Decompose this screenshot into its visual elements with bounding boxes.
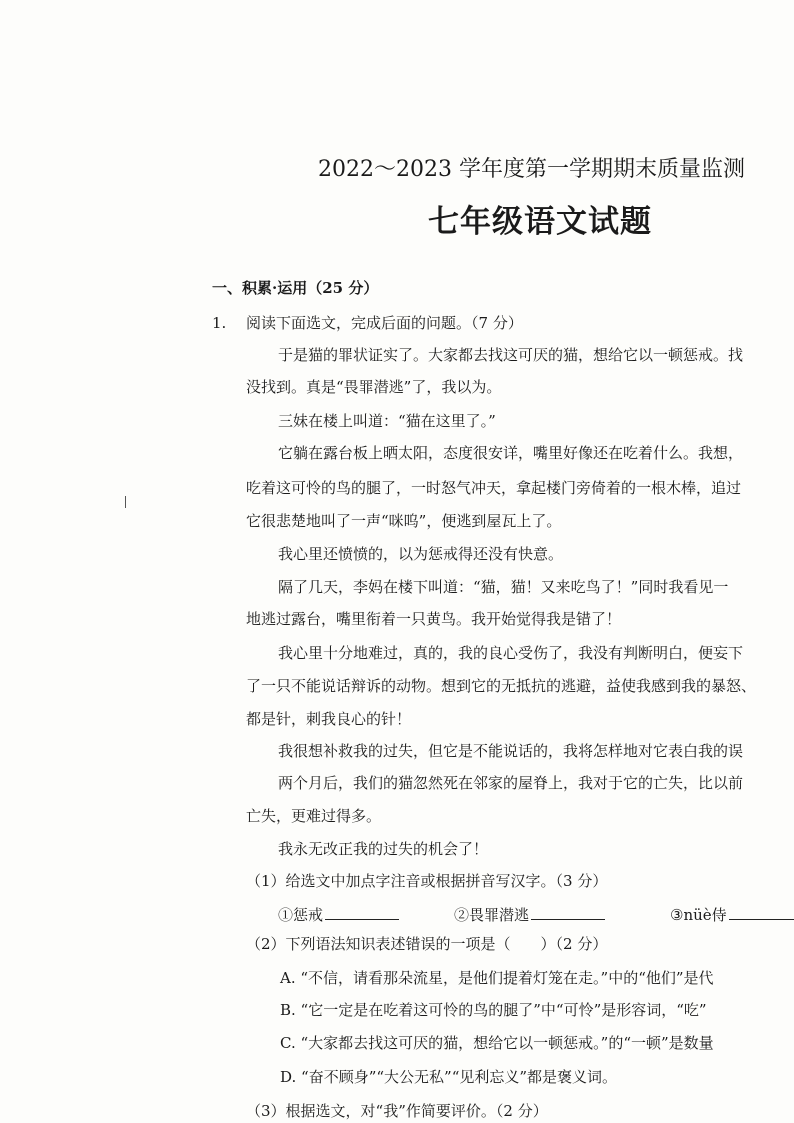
passage-line: 我心里还愤愤的，以为惩戒得还没有快意。 xyxy=(278,545,564,563)
passage-line: 亡失，更难过得多。 xyxy=(246,807,382,825)
option-b: B. “它一定是在吃着这可怜的鸟的腿了”中“可怜”是形容词，“吃” xyxy=(280,1001,707,1019)
passage-line: 都是针，刺我良心的针！ xyxy=(246,710,412,728)
answer-blank-b[interactable] xyxy=(531,905,605,920)
scan-mark xyxy=(125,496,126,508)
answer-item-c-label: ③nüè侍 xyxy=(670,906,727,924)
section-heading: 一、积累·运用（25 分） xyxy=(212,279,379,297)
passage-line: 它躺在露台板上晒太阳，态度很安详，嘴里好像还在吃着什么。我想， xyxy=(278,444,744,462)
answer-item-b xyxy=(454,905,605,925)
answer-blank-a[interactable] xyxy=(325,905,399,920)
passage-line: 于是猫的罪状证实了。大家都去找这可厌的猫，想给它以一顿惩戒。找 xyxy=(278,346,744,364)
passage-line: 地逃过露台，嘴里衔着一只黄鸟。我开始觉得我是错了！ xyxy=(246,610,622,628)
passage-line: 隔了几天，李妈在楼下叫道：“猫，猫！又来吃鸟了！”同时我看见一 xyxy=(278,578,729,596)
subquestion-2-prompt: （2）下列语法知识表述错误的一项是（ ）（2 分） xyxy=(246,935,608,953)
passage-line: 了一只不能说话辩诉的动物。想到它的无抵抗的逃避，益使我感到我的暴怒、 xyxy=(246,677,757,695)
passage-line: 它很悲楚地叫了一声“咪呜”，便逃到屋瓦上了。 xyxy=(246,512,562,530)
option-a: A. “不信，请看那朵流星，是他们提着灯笼在走。”中的“他们”是代 xyxy=(280,969,714,987)
exam-title: 七年级语文试题 xyxy=(428,204,652,240)
answer-item-b-label: ②畏罪潜逃 xyxy=(454,906,530,924)
passage-line: 三妹在楼上叫道：“猫在这里了。” xyxy=(278,412,496,430)
answer-blank-c[interactable] xyxy=(729,905,794,920)
subquestion-1-prompt: （1）给选文中加点字注音或根据拼音写汉字。（3 分） xyxy=(246,872,608,890)
answer-item-a xyxy=(278,905,399,925)
option-c: C. “大家都去找这可厌的猫，想给它以一顿惩戒。”的“一顿”是数量 xyxy=(280,1034,714,1052)
passage-line: 吃着这可怜的鸟的腿了，一时怒气冲天，拿起楼门旁倚着的一根木棒，追过 xyxy=(246,479,742,497)
exam-term-heading: 2022～2023 学年度第一学期期末质量监测 xyxy=(318,157,745,182)
question-instruction: 阅读下面选文，完成后面的问题。（7 分） xyxy=(246,314,523,332)
passage-line: 两个月后，我们的猫忽然死在邻家的屋脊上，我对于它的亡失，比以前 xyxy=(278,774,744,792)
answer-item-a-label: ①惩戒 xyxy=(278,906,324,924)
passage-line: 没找到。真是“畏罪潜逃”了，我以为。 xyxy=(246,378,502,396)
passage-line: 我心里十分地难过，真的，我的良心受伤了，我没有判断明白，便妄下 xyxy=(278,644,744,662)
passage-line: 我永无改正我的过失的机会了！ xyxy=(278,840,489,858)
option-d: D. “奋不顾身”“大公无私”“见利忘义”都是褒义词。 xyxy=(280,1068,618,1086)
answer-item-c xyxy=(670,905,794,925)
question-number: 1. xyxy=(212,314,227,332)
subquestion-3-prompt: （3）根据选文，对“我”作简要评价。（2 分） xyxy=(246,1102,548,1120)
passage-line: 我很想补救我的过失，但它是不能说话的，我将怎样地对它表白我的误 xyxy=(278,742,744,760)
